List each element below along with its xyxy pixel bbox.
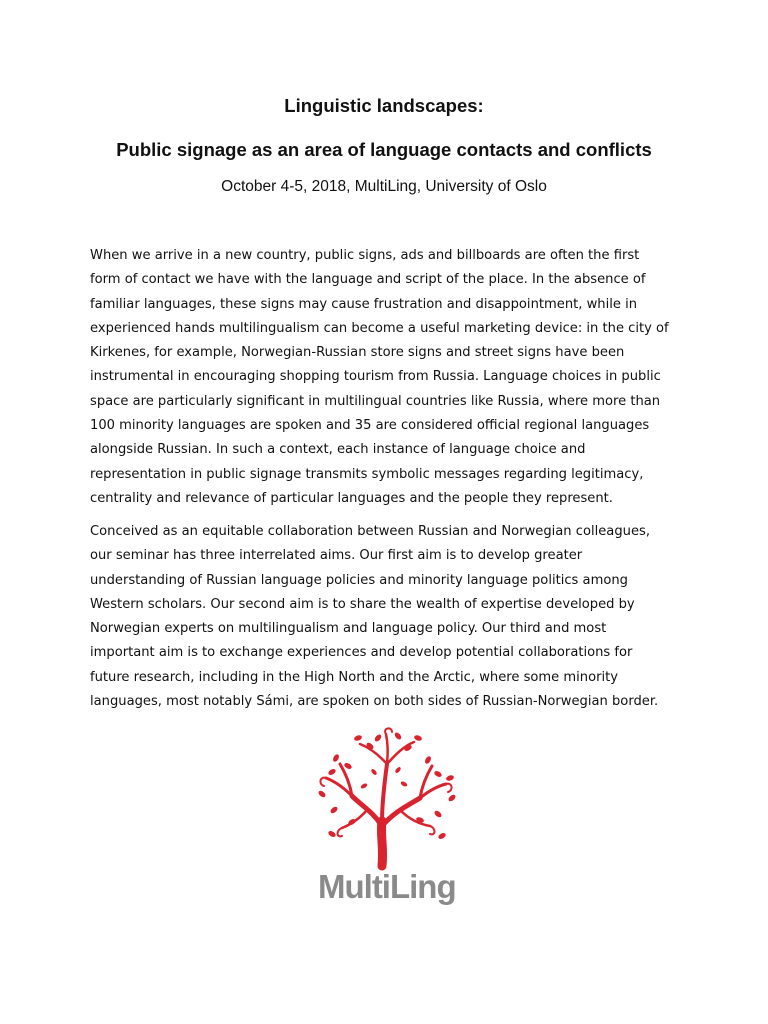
paragraph-intro: [90, 244, 690, 511]
paragraph-line: 100 minority languages are spoken and 35 are considered official regional languages: [90, 418, 650, 434]
document-title: Linguistic landscapes:: [284, 95, 484, 116]
paragraph-line: Conceived as an equitable collaboration between Russian and Norwegian colleagues,: [90, 524, 650, 539]
document-subtitle-heading: Public signage as an area of language contacts and conflicts: [116, 139, 652, 160]
paragraph-line: experienced hands multilingualism can become a useful marketing device: in the city of: [90, 320, 669, 336]
paragraph-aims: [90, 520, 690, 714]
paragraph-line: Norwegian experts on multilingualism and language policy. Our third and most: [90, 621, 607, 637]
paragraph-line: form of contact we have with the language and script of the place. In the absence of: [90, 272, 646, 288]
paragraph-line: Kirkenes, for example, Norwegian-Russian store signs and street signs have been: [90, 345, 625, 361]
paragraph-line: Western scholars. Our second aim is to share the wealth of expertise developed by: [90, 596, 635, 612]
event-date-location: October 4-5, 2018, MultiLing, University of Oslo: [221, 178, 547, 195]
paragraph-line: alongside Russian. In such a context, each instance of language choice and: [90, 442, 586, 458]
paragraph-line: space are particularly significant in multilingual countries like Russia, where more than: [90, 393, 661, 409]
paragraph-line: languages, most notably Sámi, are spoken on both sides of Russian-Norwegian border.: [90, 694, 659, 710]
paragraph-line: familiar languages, these signs may cause frustration and disappointment, while in: [90, 296, 638, 312]
paragraph-line: understanding of Russian language policies and minority language politics among: [90, 572, 628, 588]
paragraph-line: representation in public signage transmits symbolic messages regarding legitimacy,: [90, 466, 644, 482]
paragraph-line: instrumental in encouraging shopping tourism from Russia. Language choices in public: [90, 369, 661, 385]
paragraph-line: centrality and relevance of particular languages and the people they represent.: [90, 490, 613, 506]
multiling-wordmark: MultiLing: [318, 868, 456, 905]
paragraph-line: our seminar has three interrelated aims. Our first aim is to develop greater: [90, 548, 583, 564]
paragraph-line: When we arrive in a new country, public signs, ads and billboards are often the first: [90, 248, 640, 263]
paragraph-line: future research, including in the High North and the Arctic, where some minority: [90, 669, 618, 685]
paragraph-line: important aim is to exchange experiences and develop potential collaborations for: [90, 645, 633, 661]
